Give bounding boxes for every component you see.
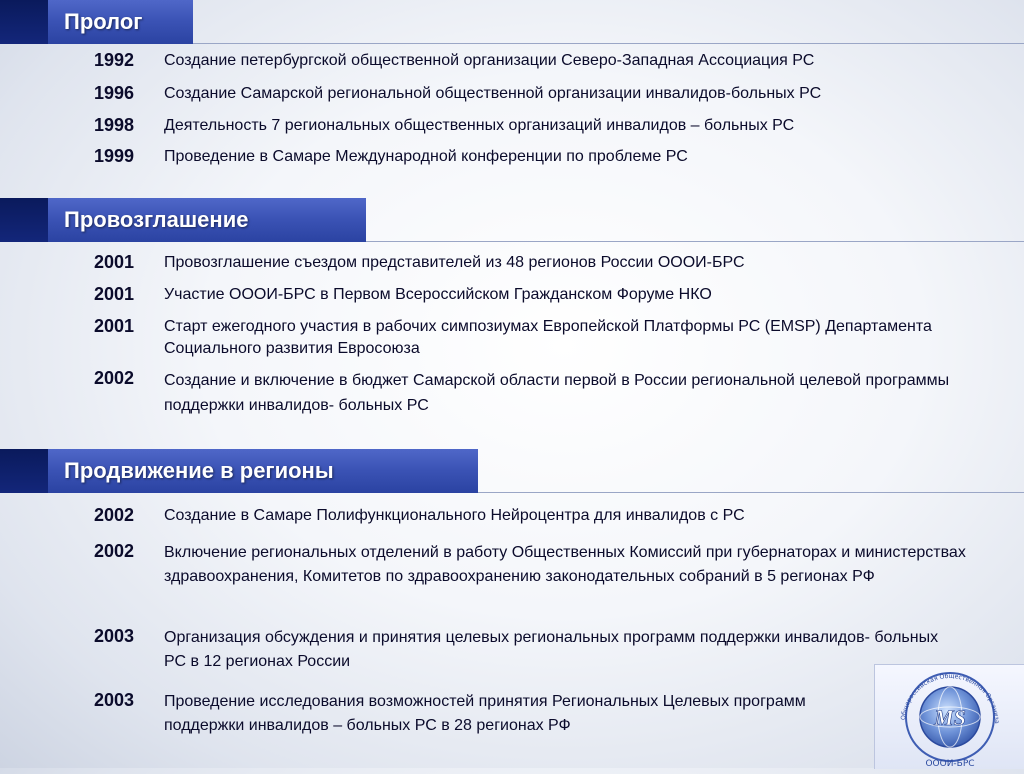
section-header-prolog (0, 0, 1024, 44)
header-accent (0, 449, 48, 493)
section-title: Провозглашение (48, 198, 366, 242)
item-year: 2001 (94, 284, 135, 304)
item-text: Проведение исследования возможностей принятия Региональных Целевых программ поддержки инвалидов – больных РС в 28 регионах РФ (164, 693, 806, 734)
item-year: 2003 (94, 690, 135, 710)
header-accent (0, 0, 48, 44)
item-year: 2002 (94, 368, 135, 388)
item-text: Включение региональных отделений в работу Общественных Комиссий при губернаторах и министерствах здравоохранения, Комитетов по здравоохранению законодательных собраний в 5 регионах РФ (164, 544, 966, 585)
section-title: Продвижение в регионы (48, 449, 478, 493)
item-year: 1992 (94, 50, 135, 70)
item-year: 2002 (94, 505, 135, 525)
item-text: Провозглашение съездом представителей из 48 регионов России ОООИ-БРС (164, 254, 745, 271)
section-header-proclamation (0, 198, 1024, 242)
item-text: Создание и включение в бюджет Самарской области первой в России региональной целевой программы поддержки инвалидов- больных РС (164, 372, 950, 414)
header-accent (0, 198, 48, 242)
item-year: 2002 (94, 541, 135, 561)
item-year: 1999 (94, 146, 135, 166)
logo-bottom-text: ОООИ-БРС (925, 759, 975, 769)
item-year: 2003 (94, 626, 135, 646)
header-rule (366, 241, 1024, 242)
logo-monogram: MS (934, 705, 966, 730)
item-year: 1996 (94, 83, 135, 103)
item-text: Создание Самарской региональной общественной организации инвалидов-больных РС (164, 85, 822, 102)
section-header-regions (0, 449, 1024, 493)
item-year: 2001 (94, 316, 135, 336)
item-text: Организация обсуждения и принятия целевых региональных программ поддержки инвалидов- больных РС в 12 регионах России (164, 629, 939, 670)
logo-ring-text: Общероссийская Общественная Организа (900, 672, 1001, 724)
item-text: Создание петербургской общественной организации Северо-Западная Ассоциация РС (164, 52, 815, 69)
section-title: Пролог (48, 0, 193, 44)
header-rule (478, 492, 1024, 493)
item-text: Старт ежегодного участия в рабочих симпозиумах Европейской Платформы РС (EMSP) Департамента Социального развития Евросоюза (164, 318, 932, 357)
globe-logo-icon (875, 665, 1024, 769)
item-text: Проведение в Самаре Международной конференции по проблеме РС (164, 148, 688, 165)
organization-logo (874, 664, 1024, 769)
item-text: Создание в Самаре Полифункционального Нейроцентра для инвалидов с РС (164, 507, 745, 524)
header-rule (193, 43, 1024, 44)
item-year: 1998 (94, 115, 135, 135)
item-text: Участие ОООИ-БРС в Первом Всероссийском Гражданском Форуме НКО (164, 286, 712, 303)
item-year: 2001 (94, 252, 135, 272)
item-text: Деятельность 7 региональных общественных организаций инвалидов – больных РС (164, 117, 795, 134)
